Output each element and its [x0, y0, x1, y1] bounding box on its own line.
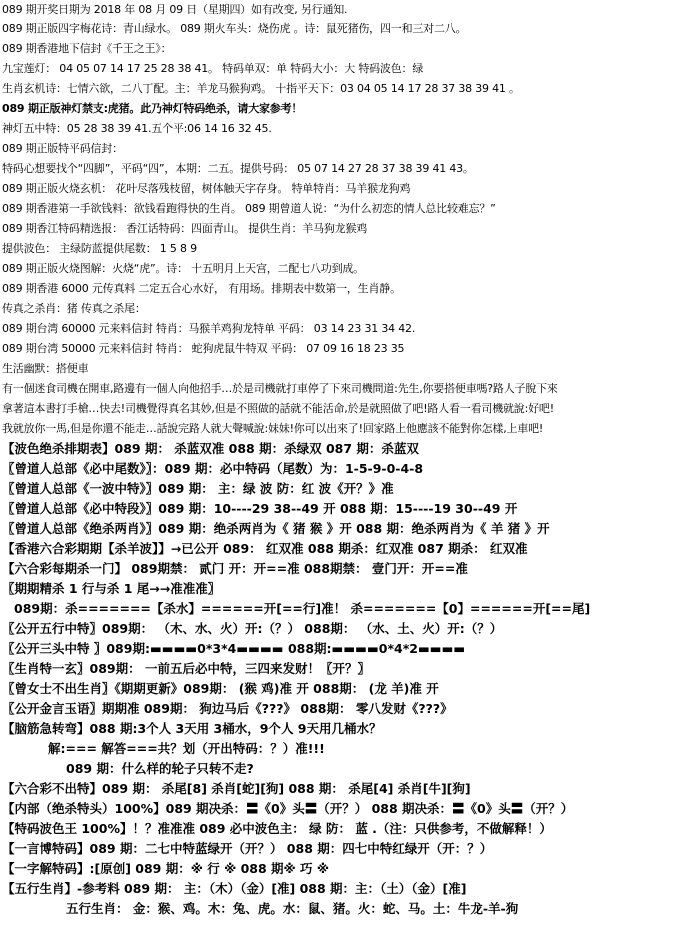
text-line: 089 期台湾 50000 元来料信封 特肖： 蛇狗虎鼠牛特双 平码： 07 09 16 18 23 35 [2, 342, 405, 355]
text-line: 【波色绝杀排期表】089 期： 杀蓝双准 088 期：杀绿双 087 期：杀蓝双 [2, 441, 419, 456]
text-line: 【六合彩每期杀一门】 089期禁： 贰门 开：开==准 088期禁： 壹门开：开==准 [2, 561, 468, 576]
text-line: 神灯五中特：05 28 38 39 41.五个平:06 14 16 32 45. [2, 122, 272, 135]
text-line: 089 期正版神灯禁支:虎猪。此乃神灯特码绝杀，请大家参考！ [2, 102, 303, 115]
text-line: 089期：杀=======【杀水】======开[==行]准！ 杀=======【0】======开[==尾] [14, 601, 591, 616]
text-line: 〖曾道人总部《必中特段》〗089 期：10----29 38--49 开 088 期：15----19 30--49 开 [2, 501, 518, 516]
text-line: 〖曾道人总部《一波中特》〗089 期： 主：绿 波 防：红 波《开？》准 [2, 481, 394, 496]
text-line: 生活幽默：搭便車 [2, 362, 89, 375]
text-line: 【一言博特码】089 期：二七中特蓝绿开（开？） 088 期：四七中特红绿开（开：？） [2, 841, 493, 856]
text-line: 〖公开金言玉语〗期期准 089期： 狗边马后《???》 088期： 零八发财《???》 [2, 701, 453, 716]
text-line: 089 期香江特码精选报： 香江话特码：四面青山。 提供生肖：羊马狗龙猴鸡 [2, 222, 368, 235]
text-line: 五行生肖： 金：猴、鸡。木：兔、虎。水：鼠、猪。火：蛇、马。土：牛龙-羊-狗 [66, 901, 519, 916]
text-line: 传真之杀肖：猪 传真之杀尾： [2, 302, 146, 315]
text-line: 〖公开三头中特 〗089期:▬▬▬▬0*3*4▬▬▬▬ 088期:▬▬▬▬0*4*2▬▬▬▬ [2, 641, 466, 656]
text-line: 我就放你一馬,但是你還不能走…話說完路人就大聲喊說:妹妹!你可以出來了!回家路上他應該不能對你怎樣,上車吧! [2, 422, 544, 435]
text-line: 有一個迷食司機在開車,路邊有一個人向他招手…於是司機就打車停了下來司機問道:先生,你要搭便車嗎?路人子脫下來 [2, 382, 558, 395]
text-line: 生肖玄机诗：七情六欲，二八丁配。主：羊龙马猴狗鸡。 十指平天下：03 04 05 14 17 28 37 38 39 41 。 [2, 82, 520, 95]
text-line: 〖生肖特一玄〗089期： 一前五后必中特，三四来发财！〖开？〗 [2, 661, 370, 676]
text-line: 【五行生肖】-参考料 089 期： 主：（木）（金）[准] 088 期：主：（土）（金）[准] [2, 881, 467, 896]
text-line: 089 期台湾 60000 元来料信封 特肖：马猴羊鸡狗龙特单 平码： 03 14 23 31 34 42. [2, 322, 416, 335]
text-line: 〖曾女士不出生肖〗《期期更新》089期： (猴 鸡)准 开 088期： (龙 羊)准 开 [2, 681, 439, 696]
text-line: 【一字解特码】:[原创] 089 期：※ 行 ※ 088 期※ 巧 ※ [2, 861, 330, 876]
text-line: 九宝莲灯： 04 05 07 14 17 25 28 38 41。 特码单双：单 特码大小：大 特码波色：绿 [2, 62, 424, 75]
text-line: 特码心想要找个“四脚”，平码“四”，本期：二五。提供号码： 05 07 14 27 28 37 38 39 41 43。 [2, 162, 474, 175]
text-line: 【脑筋急转弯】088 期:3个人 3天用 3桶水，9个人 9天用几桶水？ [2, 721, 382, 736]
text-line: 【六合彩不出特】089 期： 杀尾[8] 杀肖[蛇][狗] 088 期： 杀尾[4] 杀肖[牛][狗] [2, 781, 471, 796]
text-line: 089 期开奖日期为 2018 年 08 月 09 日（星期四）如有改变, 另行通知. [2, 3, 348, 16]
text-line: 拿著這本書打手槍…快去!司機覺得真名其妙,但是不照做的話就不能活命,於是就照做了吧!路人看一看司機就說:好吧! [2, 402, 554, 415]
text-line: 089 期：什么样的轮子只转不走? [66, 761, 254, 776]
text-line: 解:=== 解答===共？划（开出特码：？）准!!! [48, 741, 325, 756]
text-line: 【特码波色王 100%】！？准准准 089 必中波色主： 绿 防： 蓝 .（注：只供参考，不做解释！） [2, 821, 552, 836]
text-line: 089 期正版火烧图解：火烧“虎”。诗： 十五明月上天宫，二配七八功到成。 [2, 262, 364, 275]
text-line: 〖期期精杀 1 行与杀 1 尾→→准准准〗 [2, 581, 221, 596]
text-line: 提供波色： 主绿防蓝提供尾数： 1 5 8 9 [2, 242, 197, 255]
text-line: 089 期香港第一手欲钱料：欲钱看跑得快的生肖。 089 期曾道人说：“为什么初恋的情人总比较难忘？” [2, 202, 496, 215]
text-line: 089 期香港 6000 元传真料 二定五合心水好， 有用场。排期表中数第一，生肖静。 [2, 282, 401, 295]
text-line: 【香港六合彩期期【杀羊波】】→已公开 089： 红双准 088 期杀：红双准 087 期杀： 红双准 [2, 541, 528, 556]
text-line: 089 期正版火烧玄机： 花叶尽落残枝留，树体触天字存身。 特单特肖：马羊猴龙狗鸡 [2, 182, 411, 195]
text-line: 089 期香港地下信封《千王之王》： [2, 42, 172, 55]
text-line: 〖公开五行中特〗089期： （木、水、火）开:（？） 088期： （水、土、火）开:（？） [2, 621, 503, 636]
text-line: 089 期正版特平码信封： [2, 142, 123, 155]
text-line: 089 期正版四字梅花诗：青山绿水。 089 期火车头：烧伤虎 。诗：鼠死猪伤，四一和三对二八。 [2, 22, 467, 35]
text-line: 【内部（绝杀特头）100%】089 期决杀：〓《0》头〓（开？） 088 期决杀：〓《0》头〓（开？） [2, 801, 574, 816]
text-line: 〖曾道人总部《绝杀两肖》〗089 期：绝杀两肖为《 猪 猴 》开 088 期：绝杀两肖为《 羊 猪 》开 [2, 521, 550, 536]
text-line: 〖曾道人总部《必中尾数》〗：089 期：必中特码（尾数）为：1-5-9-0-4-8 [2, 461, 424, 476]
